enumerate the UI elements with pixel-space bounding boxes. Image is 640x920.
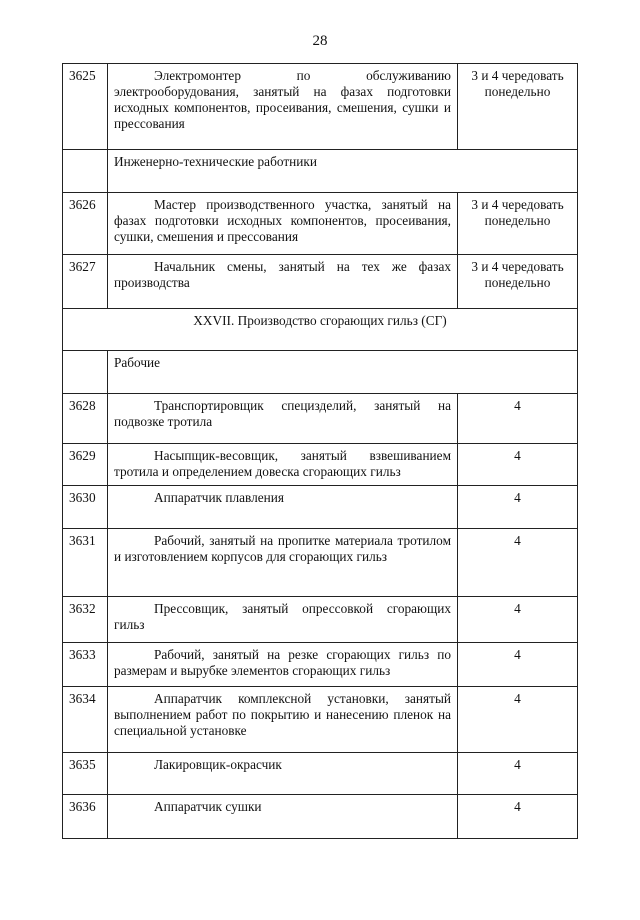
row-number: 3629: [63, 444, 108, 486]
rating-value: 3 и 4 чередовать понедельно: [458, 193, 578, 255]
occupation-text: Рабочий, занятый на резке сгорающих гильз по размерам и вырубке элементов сгорающих гильз: [108, 643, 458, 687]
table-subhead-row: [63, 351, 578, 394]
row-number: 3631: [63, 529, 108, 597]
page-number: 28: [312, 33, 328, 49]
occupation-text: Мастер производственного участка, занятый на фазах подготовки исходных компонентов, просеивания, сушки, смешения и прессования: [108, 193, 458, 255]
rating-value: 4: [458, 597, 578, 643]
rating-value: 4: [458, 486, 578, 529]
row-number: 3628: [63, 394, 108, 444]
rating-value: 4: [458, 687, 578, 753]
rating-value: 3 и 4 чередовать понедельно: [458, 255, 578, 309]
occupation-text: Аппаратчик комплексной установки, занятый выполнением работ по покрытию и нанесению пленок на специальной установке: [108, 687, 458, 753]
rating-value: 3 и 4 чередовать понедельно: [458, 64, 578, 150]
row-number: 3625: [63, 64, 108, 150]
table-row: [63, 529, 578, 597]
table-row: [63, 193, 578, 255]
section-title: XXVII. Производство сгорающих гильз (СГ): [63, 309, 578, 351]
table-row: [63, 795, 578, 839]
table-section-row: [63, 309, 578, 351]
occupation-text: Аппаратчик сушки: [108, 795, 458, 839]
table-row: [63, 687, 578, 753]
row-number: 3635: [63, 753, 108, 795]
rating-value: 4: [458, 753, 578, 795]
table-row: [63, 64, 578, 150]
rating-value: 4: [458, 643, 578, 687]
rating-value: 4: [458, 795, 578, 839]
rating-value: 4: [458, 529, 578, 597]
occupation-text: Рабочий, занятый на пропитке материала тротилом и изготовлением корпусов для сгорающих гильз: [108, 529, 458, 597]
occupation-text: Лакировщик-окрасчик: [108, 753, 458, 795]
row-number: 3626: [63, 193, 108, 255]
occupation-text: Прессовщик, занятый опрессовкой сгорающих гильз: [108, 597, 458, 643]
rating-value: 4: [458, 444, 578, 486]
table-row: [63, 753, 578, 795]
table-row: [63, 597, 578, 643]
occupation-text: Начальник смены, занятый на тех же фазах производства: [108, 255, 458, 309]
row-number: 3630: [63, 486, 108, 529]
row-number: 3633: [63, 643, 108, 687]
occupation-text: Насыпщик-весовщик, занятый взвешиванием тротила и определением довеска сгорающих гильз: [108, 444, 458, 486]
occupation-text: Аппаратчик плавления: [108, 486, 458, 529]
rating-value: 4: [458, 394, 578, 444]
occupation-text: Электромонтер по обслуживанию электрооборудования, занятый на фазах подготовки исходных компонентов, просеивания, смешения, сушки и прессования: [108, 64, 458, 150]
subhead-text: Инженерно-технические работники: [108, 150, 578, 193]
occupations-table: [62, 63, 578, 839]
row-number: 3636: [63, 795, 108, 839]
table-subhead-row: [63, 150, 578, 193]
row-number: 3634: [63, 687, 108, 753]
table-row: [63, 444, 578, 486]
occupation-text: Транспортировщик специзделий, занятый на подвозке тротила: [108, 394, 458, 444]
table-row: [63, 643, 578, 687]
table-row: [63, 394, 578, 444]
table-row: [63, 255, 578, 309]
row-number: 3627: [63, 255, 108, 309]
table-row: [63, 486, 578, 529]
subhead-text: Рабочие: [108, 351, 578, 394]
row-number: 3632: [63, 597, 108, 643]
